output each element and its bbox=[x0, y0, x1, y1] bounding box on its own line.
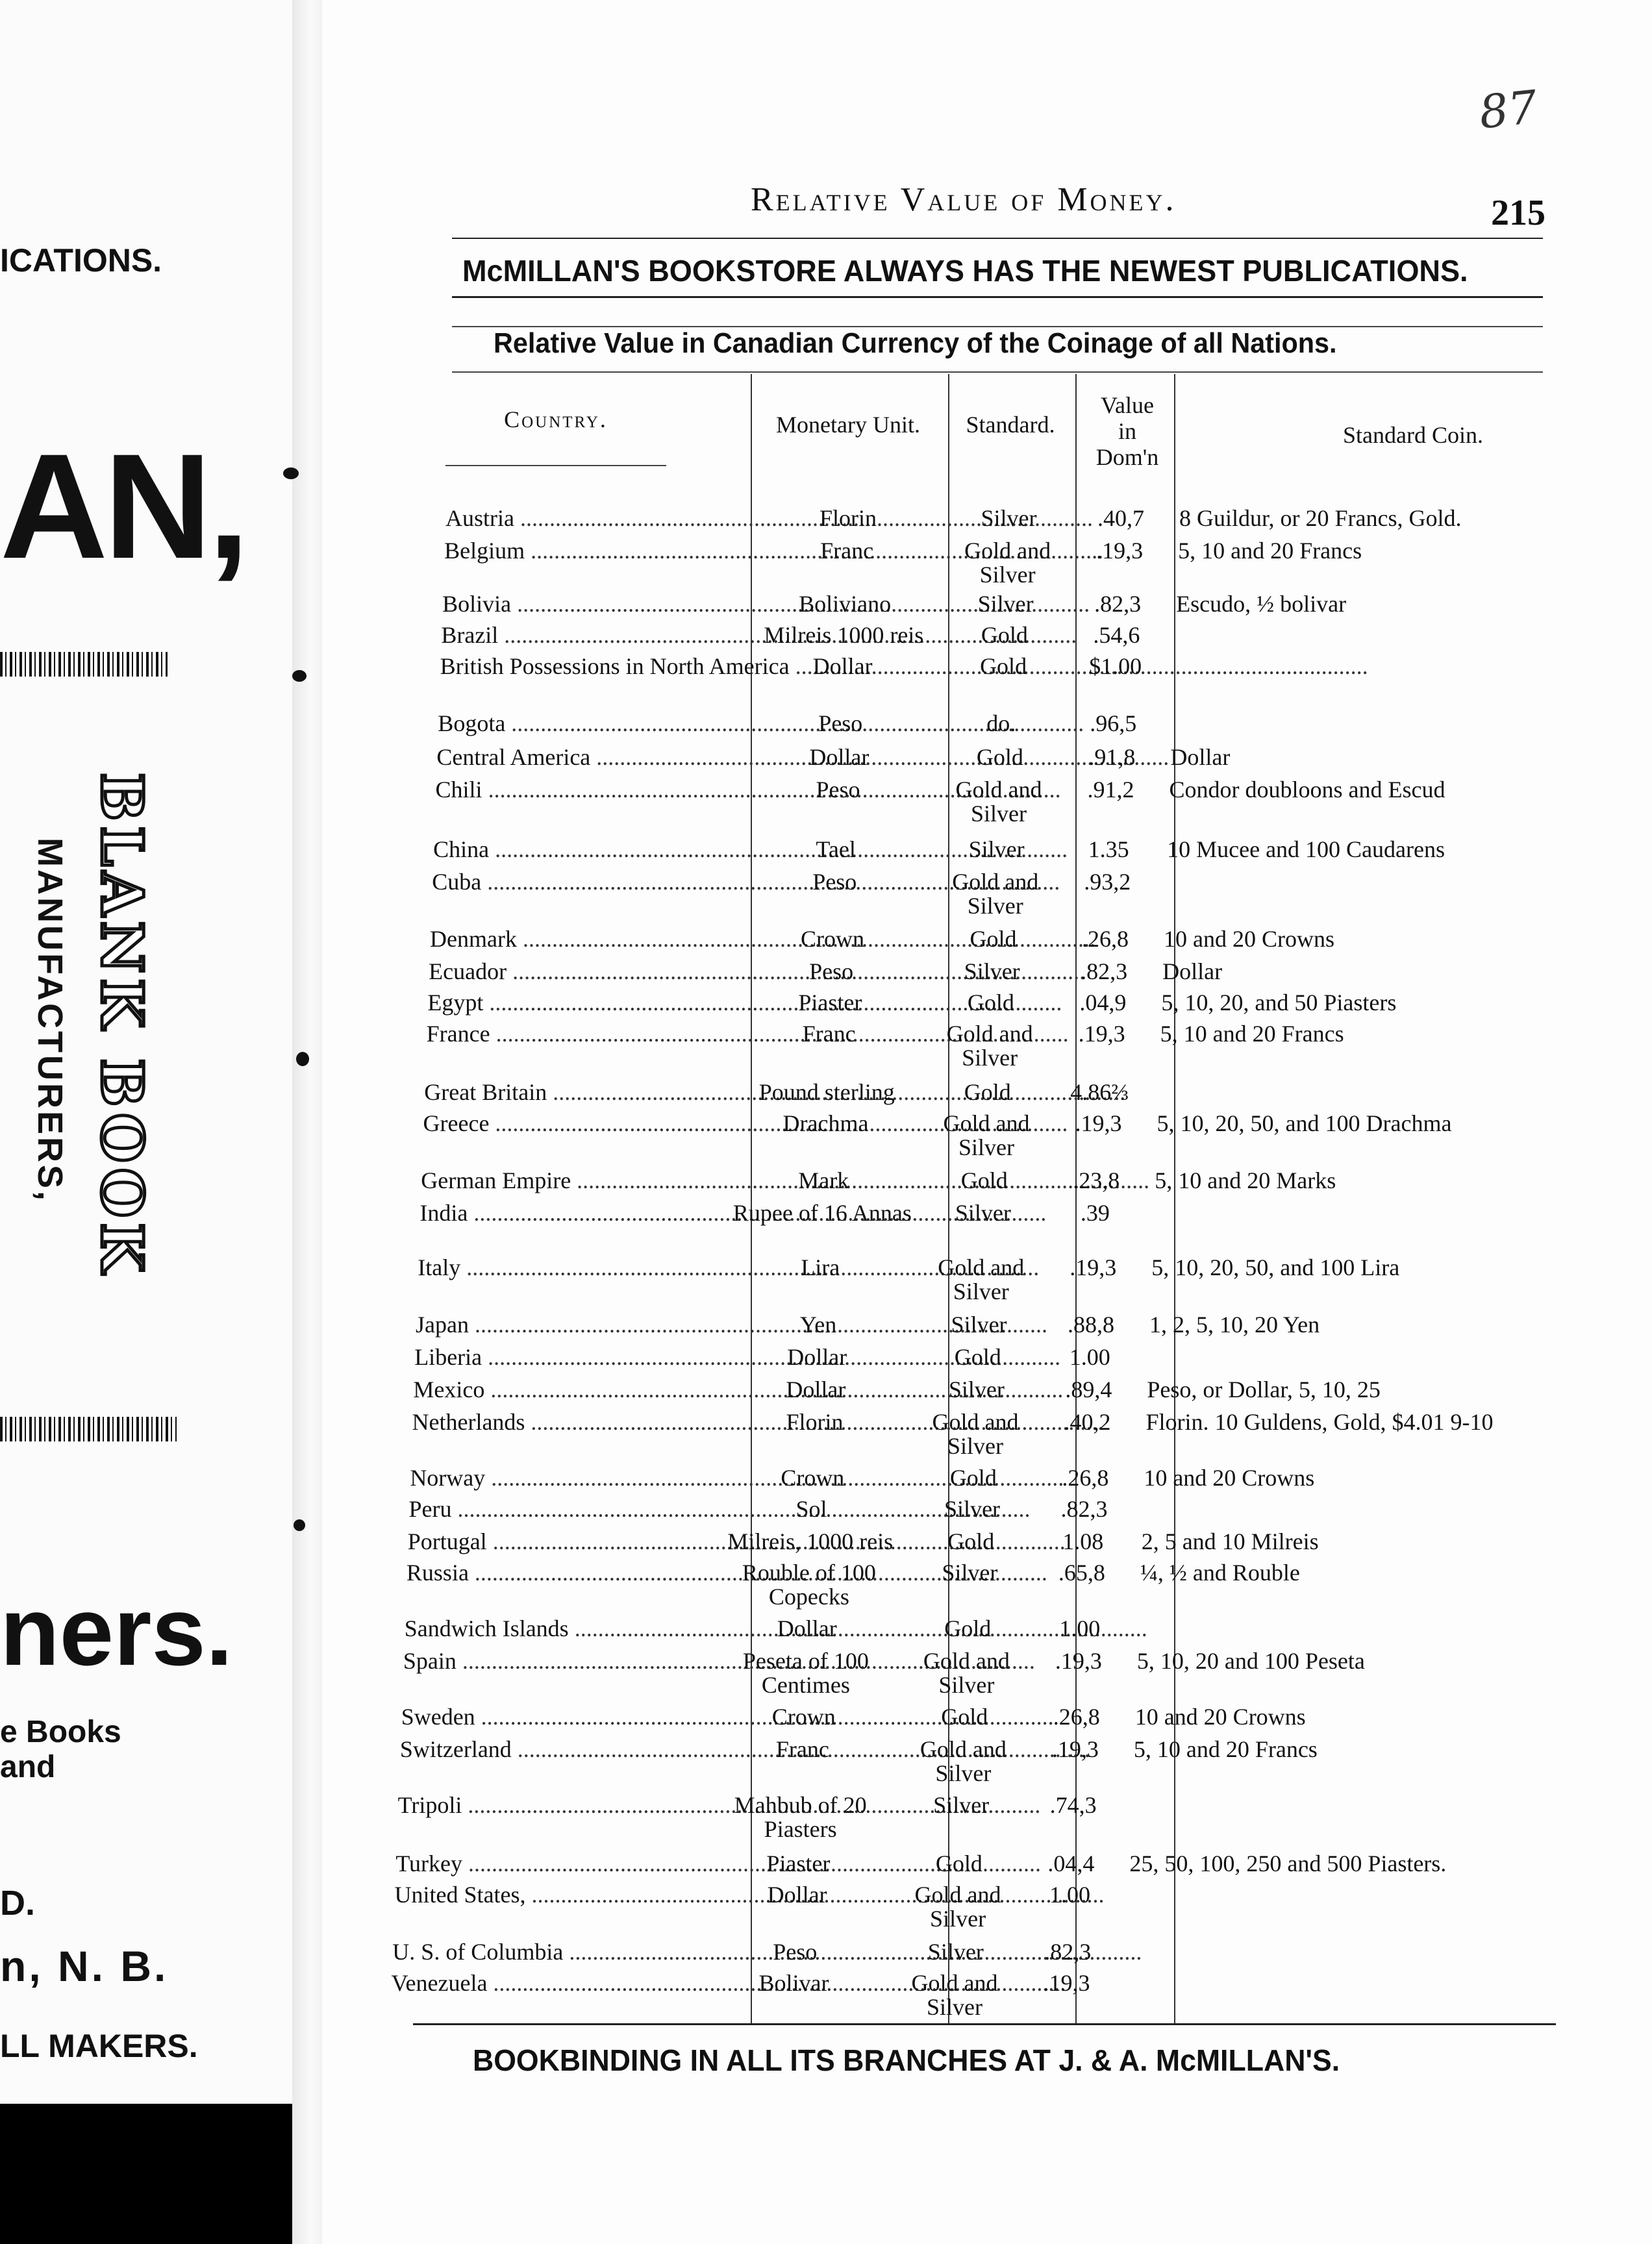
column-separator bbox=[1174, 374, 1175, 2023]
cell-coin: Dollar bbox=[1162, 958, 1223, 984]
right-page bbox=[322, 0, 1652, 2244]
cell-standard: Gold bbox=[967, 990, 1014, 1016]
cell-unit: Lira bbox=[801, 1254, 840, 1280]
cell-value: .65,8 bbox=[1058, 1560, 1105, 1586]
cell-coin: 5, 10 and 20 Francs bbox=[1160, 1021, 1344, 1047]
ink-blot bbox=[292, 670, 307, 682]
cell-standard: Silver bbox=[981, 505, 1037, 531]
cell-coin: 5, 10, 20, 50, and 100 Lira bbox=[1151, 1254, 1400, 1280]
cell-unit: Franc bbox=[820, 538, 874, 564]
cell-standard: Silver bbox=[964, 958, 1020, 984]
cell-unit: Crown bbox=[771, 1704, 836, 1730]
cell-unit: Peso bbox=[809, 958, 854, 984]
left-line-2: and bbox=[0, 1750, 56, 1784]
cell-unit: Peseta of 100 Centimes bbox=[742, 1648, 869, 1698]
cell-unit: Peso bbox=[773, 1939, 818, 1965]
cell-standard: Gold and Silver bbox=[946, 1021, 1033, 1071]
cell-standard: Gold and Silver bbox=[932, 1409, 1019, 1459]
cell-standard: Silver bbox=[955, 1200, 1011, 1226]
cell-coin: Peso, or Dollar, 5, 10, 25 bbox=[1147, 1377, 1381, 1402]
cell-value: .26,8 bbox=[1062, 1465, 1109, 1491]
cell-country: Italy ..... bbox=[418, 1256, 638, 1280]
cell-value: .19,3 bbox=[1075, 1110, 1122, 1136]
cell-value: .04,4 bbox=[1047, 1851, 1095, 1876]
cell-standard: Gold bbox=[964, 1079, 1011, 1105]
cell-value: .82,3 bbox=[1044, 1939, 1092, 1965]
top-banner: McMILLAN'S BOOKSTORE ALWAYS HAS THE NEWEST PUBLICATIONS. bbox=[462, 254, 1468, 288]
cell-standard: Gold bbox=[935, 1851, 982, 1876]
cell-unit: Franc bbox=[802, 1021, 856, 1047]
cell-standard: Gold bbox=[954, 1344, 1001, 1370]
cell-country: Norway ..... bbox=[410, 1466, 631, 1490]
cell-country: Mexico ..... bbox=[413, 1378, 634, 1402]
cell-standard: Gold and Silver bbox=[964, 538, 1051, 588]
cell-standard: Gold and Silver bbox=[920, 1736, 1007, 1786]
cell-country: German Empire ..... bbox=[421, 1169, 642, 1193]
cell-standard: Gold bbox=[947, 1528, 995, 1554]
cell-coin: 10 and 20 Crowns bbox=[1134, 1704, 1306, 1730]
cell-unit: Yen bbox=[799, 1312, 837, 1338]
cell-unit: Mahbub of 20 Piasters bbox=[734, 1792, 867, 1842]
left-bottom-fragment: LL MAKERS. bbox=[0, 2028, 198, 2064]
header-country: Country. bbox=[504, 406, 608, 432]
cell-value: .82,3 bbox=[1081, 958, 1128, 984]
cell-value: .54,6 bbox=[1093, 622, 1140, 648]
cell-country: Venezuela ..... bbox=[392, 1971, 612, 1995]
cell-unit: Florin bbox=[786, 1409, 844, 1435]
cell-country: Egypt ..... bbox=[427, 991, 648, 1015]
cell-value: .40,7 bbox=[1097, 505, 1144, 531]
bottom-banner: BOOKBINDING IN ALL ITS BRANCHES AT J. & A. McMILLAN'S. bbox=[473, 2043, 1340, 2077]
header-rule bbox=[445, 465, 666, 466]
cell-value: .39 bbox=[1080, 1200, 1110, 1226]
cell-country: India ..... bbox=[419, 1201, 640, 1225]
cell-country: Belgium ..... bbox=[444, 539, 665, 563]
cell-unit: Florin bbox=[819, 505, 877, 531]
cell-country: Denmark ..... bbox=[430, 927, 651, 951]
cell-standard: Silver bbox=[977, 591, 1034, 617]
cell-value: .19,3 bbox=[1078, 1021, 1125, 1047]
cell-country: Bogota ..... bbox=[438, 712, 658, 736]
left-ornament-rule-2 bbox=[0, 1417, 177, 1441]
cell-unit: Crown bbox=[781, 1465, 845, 1491]
cell-value: 1.00 bbox=[1059, 1615, 1101, 1641]
cell-country: British Possessions in North America ..... bbox=[440, 654, 661, 679]
left-big-fragment-1: AN, bbox=[0, 423, 246, 590]
cell-standard: Gold bbox=[941, 1704, 988, 1730]
ink-blot bbox=[294, 1519, 305, 1531]
cell-coin: 5, 10 and 20 Marks bbox=[1155, 1167, 1336, 1193]
cell-value: $1.00 bbox=[1089, 653, 1142, 679]
cell-country: Sandwich Islands ..... bbox=[405, 1617, 625, 1641]
cell-unit: Piaster bbox=[766, 1851, 831, 1876]
rule bbox=[452, 296, 1543, 298]
left-ornament-rule-1 bbox=[0, 652, 168, 677]
left-line-1: e Books bbox=[0, 1715, 121, 1749]
cell-unit: Dollar bbox=[787, 1344, 847, 1370]
cell-unit: Dollar bbox=[812, 653, 873, 679]
cell-unit: Mark bbox=[798, 1167, 849, 1193]
cell-value: .82,3 bbox=[1060, 1496, 1108, 1522]
cell-coin: 8 Guildur, or 20 Francs, Gold. bbox=[1179, 505, 1462, 531]
left-big-fragment-2: ners. bbox=[0, 1577, 233, 1686]
cell-coin: 5, 10 and 20 Francs bbox=[1178, 538, 1362, 564]
cell-standard: Silver bbox=[942, 1560, 998, 1586]
cell-unit: Rouble of 100 Copecks bbox=[742, 1560, 876, 1610]
cell-value: .26,8 bbox=[1053, 1704, 1100, 1730]
cell-value: .23,8 bbox=[1073, 1167, 1120, 1193]
cell-value: .04,9 bbox=[1079, 990, 1127, 1016]
cell-standard: Gold and Silver bbox=[955, 777, 1042, 827]
cell-standard: do. bbox=[986, 710, 1016, 736]
cell-value: .96,5 bbox=[1090, 710, 1137, 736]
rule bbox=[452, 371, 1543, 373]
cell-coin: Condor doubloons and Escud bbox=[1169, 777, 1446, 803]
cell-value: .88,8 bbox=[1068, 1312, 1115, 1338]
cell-country: Turkey ..... bbox=[395, 1852, 616, 1876]
cell-value: .91,8 bbox=[1088, 744, 1136, 770]
cell-unit: Dollar bbox=[809, 744, 870, 770]
left-page bbox=[0, 0, 292, 2104]
cell-value: .89,4 bbox=[1065, 1377, 1112, 1402]
cell-standard: Gold bbox=[944, 1615, 992, 1641]
cell-unit: Crown bbox=[801, 926, 865, 952]
cell-coin: 5, 10, 20, 50, and 100 Drachma bbox=[1157, 1110, 1452, 1136]
column-separator bbox=[751, 374, 752, 2023]
header-standard: Standard. bbox=[966, 412, 1055, 438]
cell-coin: 5, 10, 20 and 100 Peseta bbox=[1136, 1648, 1365, 1674]
cell-standard: Gold bbox=[949, 1465, 997, 1491]
cell-value: 1.00 bbox=[1049, 1882, 1091, 1908]
cell-unit: Milreis, 1000 reis bbox=[727, 1528, 894, 1554]
running-head: Relative Value of Money. bbox=[751, 181, 1177, 218]
cell-unit: Sol bbox=[795, 1496, 827, 1522]
header-unit: Monetary Unit. bbox=[776, 412, 920, 438]
cell-country: United States, ..... bbox=[395, 1883, 616, 1907]
ink-blot bbox=[296, 1052, 309, 1066]
cell-standard: Gold and Silver bbox=[938, 1254, 1025, 1304]
left-line-4: n, N. B. bbox=[0, 1942, 169, 1990]
cell-value: .82,3 bbox=[1094, 591, 1142, 617]
cell-coin: 10 Mucee and 100 Caudarens bbox=[1167, 836, 1446, 862]
cell-coin: Escudo, ½ bolivar bbox=[1176, 591, 1347, 617]
cell-value: .19,3 bbox=[1070, 1254, 1117, 1280]
left-top-fragment: ICATIONS. bbox=[0, 242, 162, 279]
cell-value: 1.00 bbox=[1069, 1344, 1110, 1370]
cell-standard: Gold bbox=[981, 622, 1028, 648]
rule bbox=[413, 2023, 1556, 2025]
cell-coin: 2, 5 and 10 Milreis bbox=[1141, 1528, 1319, 1554]
cell-country: Liberia ..... bbox=[414, 1345, 635, 1369]
cell-standard: Silver bbox=[933, 1792, 990, 1818]
header-coin: Standard Coin. bbox=[1343, 422, 1483, 448]
cell-country: Brazil ..... bbox=[441, 623, 662, 647]
cell-value: .74,3 bbox=[1049, 1792, 1097, 1818]
cell-standard: Gold and Silver bbox=[952, 869, 1039, 919]
cell-coin: 5, 10, 20, and 50 Piasters bbox=[1161, 990, 1397, 1016]
cell-country: Cuba ..... bbox=[432, 870, 653, 894]
cell-value: .91,2 bbox=[1087, 777, 1134, 803]
cell-value: .19,3 bbox=[1096, 538, 1144, 564]
cell-unit: Rupee of 16 Annas bbox=[732, 1200, 912, 1226]
left-vertical-subtitle: MANUFACTURERS, bbox=[31, 838, 69, 1203]
cell-coin: Dollar bbox=[1170, 744, 1231, 770]
table-title: Relative Value in Canadian Currency of the Coinage of all Nations. bbox=[494, 327, 1337, 359]
cell-standard: Gold and Silver bbox=[923, 1648, 1010, 1698]
cell-country: Sweden ..... bbox=[401, 1705, 622, 1729]
cell-unit: Dollar bbox=[777, 1615, 837, 1641]
cell-country: Japan ..... bbox=[416, 1313, 636, 1337]
cell-unit: Peso bbox=[812, 869, 857, 895]
cell-unit: Drachma bbox=[782, 1110, 869, 1136]
cell-standard: Gold bbox=[980, 653, 1027, 679]
cell-country: U. S. of Columbia ..... bbox=[392, 1940, 613, 1964]
cell-standard: Gold bbox=[976, 744, 1023, 770]
cell-standard: Gold bbox=[960, 1167, 1008, 1193]
cell-country: Great Britain ..... bbox=[424, 1080, 645, 1104]
cell-unit: Pound sterling bbox=[758, 1079, 895, 1105]
cell-value: 1.35 bbox=[1088, 836, 1129, 862]
cell-unit: Bolivar bbox=[758, 1970, 829, 1996]
cell-country: Bolivia ..... bbox=[442, 592, 663, 616]
ink-blot bbox=[283, 468, 299, 479]
cell-value: 1.08 bbox=[1062, 1528, 1104, 1554]
left-vertical-title: BLANK BOOK bbox=[88, 773, 156, 1278]
cell-unit: Dollar bbox=[786, 1377, 846, 1402]
cell-country: China ..... bbox=[433, 838, 654, 862]
cell-standard: Silver bbox=[927, 1939, 984, 1965]
cell-country: Netherlands ..... bbox=[412, 1410, 632, 1434]
gutter bbox=[292, 0, 322, 2244]
cell-country: Ecuador ..... bbox=[429, 960, 649, 984]
cell-unit: Peso bbox=[818, 710, 863, 736]
cell-standard: Silver bbox=[951, 1312, 1007, 1338]
cell-value: 4.86⅔ bbox=[1070, 1079, 1129, 1105]
cell-value: .26,8 bbox=[1082, 926, 1129, 952]
cell-value: .19,3 bbox=[1055, 1648, 1102, 1674]
cell-country: Spain ..... bbox=[403, 1649, 624, 1673]
cell-coin: 5, 10 and 20 Francs bbox=[1133, 1736, 1318, 1762]
cell-standard: Silver bbox=[948, 1377, 1005, 1402]
cell-country: Portugal ..... bbox=[408, 1530, 629, 1554]
cell-unit: Franc bbox=[775, 1736, 829, 1762]
cell-country: Tripoli ..... bbox=[398, 1793, 619, 1817]
cell-country: Russia ..... bbox=[407, 1561, 627, 1585]
cell-value: .19,3 bbox=[1043, 1970, 1090, 1996]
cell-country: Switzerland ..... bbox=[400, 1738, 621, 1762]
handwritten-folio: 87 bbox=[1476, 80, 1540, 140]
cell-standard: Silver bbox=[968, 836, 1025, 862]
cell-country: Austria ..... bbox=[445, 506, 666, 530]
left-line-3: D. bbox=[0, 1884, 35, 1923]
cell-value: .19,3 bbox=[1051, 1736, 1099, 1762]
cell-coin: Florin. 10 Guldens, Gold, $4.01 9-10 bbox=[1145, 1409, 1494, 1435]
cell-country: Greece ..... bbox=[423, 1112, 644, 1136]
cell-unit: Boliviano bbox=[799, 591, 892, 617]
cell-standard: Gold and Silver bbox=[943, 1110, 1030, 1160]
cell-coin: 1, 2, 5, 10, 20 Yen bbox=[1149, 1312, 1320, 1338]
cell-standard: Gold and Silver bbox=[914, 1882, 1001, 1932]
header-value: Value in Dom'n bbox=[1095, 392, 1159, 470]
rule bbox=[452, 238, 1543, 239]
column-separator bbox=[1075, 374, 1077, 2023]
page-number: 215 bbox=[1491, 193, 1546, 233]
cell-standard: Gold bbox=[970, 926, 1017, 952]
cell-coin: ¼, ½ and Rouble bbox=[1140, 1560, 1300, 1586]
cell-country: Peru ..... bbox=[409, 1497, 630, 1521]
cell-unit: Dollar bbox=[767, 1882, 827, 1908]
cell-coin: 10 and 20 Crowns bbox=[1164, 926, 1335, 952]
cell-value: .93,2 bbox=[1084, 869, 1131, 895]
cell-coin: 10 and 20 Crowns bbox=[1144, 1465, 1315, 1491]
cell-unit: Piaster bbox=[798, 990, 862, 1016]
cell-value: .40,2 bbox=[1064, 1409, 1111, 1435]
cell-standard: Gold and Silver bbox=[911, 1970, 998, 2020]
cell-standard: Silver bbox=[944, 1496, 1001, 1522]
cell-country: Central America ..... bbox=[436, 745, 657, 769]
cell-unit: Milreis 1000 reis bbox=[764, 622, 924, 648]
cell-unit: Peso bbox=[816, 777, 860, 803]
cell-country: France ..... bbox=[427, 1022, 647, 1046]
cell-country: Chili ..... bbox=[436, 778, 657, 802]
cell-coin: 25, 50, 100, 250 and 500 Piasters. bbox=[1129, 1851, 1447, 1876]
cell-unit: Tael bbox=[816, 836, 856, 862]
